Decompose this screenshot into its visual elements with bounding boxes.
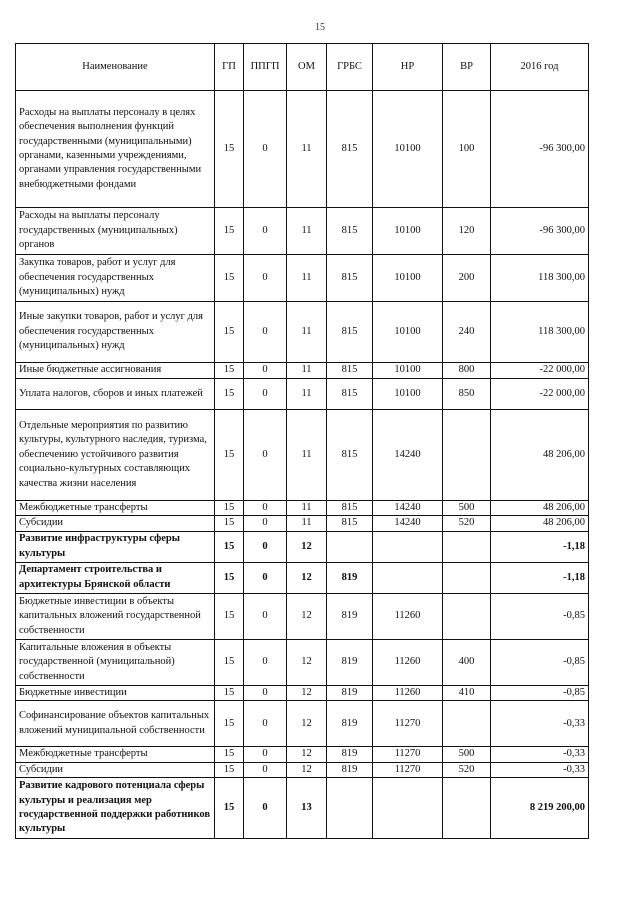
cell-grbs: 819 <box>327 685 373 700</box>
cell-om: 12 <box>287 747 327 762</box>
table-row <box>16 639 589 685</box>
cell-sum-2016: -0,33 <box>491 747 589 762</box>
cell-om: 12 <box>287 531 327 562</box>
cell-vr: 100 <box>443 91 491 208</box>
cell-sum-2016: -22 000,00 <box>491 363 589 379</box>
cell-gp: 15 <box>215 593 244 639</box>
table-row <box>16 685 589 700</box>
cell-grbs: 815 <box>327 302 373 363</box>
table-row <box>16 363 589 379</box>
cell-name: Расходы на выплаты персоналу в целях обеспечения выполнения функций государственными (муниципальными) органами, казенными учреждениями, органами управления государственными внебюджетными фондами <box>16 91 215 208</box>
cell-name: Иные закупки товаров, работ и услуг для обеспечения государственных (муниципальных) нужд <box>16 302 215 363</box>
cell-om: 11 <box>287 91 327 208</box>
cell-sum-2016: 118 300,00 <box>491 302 589 363</box>
budget-table <box>15 43 589 839</box>
cell-gp: 15 <box>215 639 244 685</box>
table-row <box>16 778 589 839</box>
table-row <box>16 593 589 639</box>
cell-nr: 11270 <box>373 747 443 762</box>
cell-name: Бюджетные инвестиции в объекты капитальных вложений государственной собственности <box>16 593 215 639</box>
table-header-row <box>16 44 589 91</box>
cell-om: 11 <box>287 208 327 255</box>
cell-ppgp: 0 <box>244 410 287 501</box>
cell-nr: 10100 <box>373 379 443 410</box>
cell-sum-2016: 48 206,00 <box>491 516 589 531</box>
cell-name: Межбюджетные трансферты <box>16 501 215 516</box>
cell-vr <box>443 410 491 501</box>
cell-vr: 200 <box>443 255 491 302</box>
cell-name: Бюджетные инвестиции <box>16 685 215 700</box>
table-row <box>16 501 589 516</box>
header-ppgp: ППГП <box>244 44 287 91</box>
cell-nr: 10100 <box>373 363 443 379</box>
cell-gp: 15 <box>215 91 244 208</box>
cell-nr: 11260 <box>373 593 443 639</box>
cell-nr: 14240 <box>373 516 443 531</box>
cell-sum-2016: -0,85 <box>491 685 589 700</box>
cell-grbs: 815 <box>327 379 373 410</box>
cell-vr: 520 <box>443 516 491 531</box>
cell-grbs <box>327 778 373 839</box>
table-row <box>16 379 589 410</box>
table-row <box>16 701 589 747</box>
cell-sum-2016: -0,85 <box>491 639 589 685</box>
table-row <box>16 255 589 302</box>
table-row <box>16 302 589 363</box>
cell-ppgp: 0 <box>244 639 287 685</box>
table-row <box>16 747 589 762</box>
cell-ppgp: 0 <box>244 363 287 379</box>
cell-ppgp: 0 <box>244 778 287 839</box>
cell-ppgp: 0 <box>244 516 287 531</box>
cell-vr: 850 <box>443 379 491 410</box>
cell-gp: 15 <box>215 762 244 777</box>
cell-gp: 15 <box>215 516 244 531</box>
table-row <box>16 410 589 501</box>
cell-vr: 520 <box>443 762 491 777</box>
cell-gp: 15 <box>215 685 244 700</box>
cell-nr: 14240 <box>373 501 443 516</box>
header-vr: ВР <box>443 44 491 91</box>
cell-gp: 15 <box>215 363 244 379</box>
cell-nr: 10100 <box>373 302 443 363</box>
cell-vr: 120 <box>443 208 491 255</box>
cell-sum-2016: 48 206,00 <box>491 410 589 501</box>
cell-vr: 240 <box>443 302 491 363</box>
cell-gp: 15 <box>215 410 244 501</box>
cell-nr: 11270 <box>373 701 443 747</box>
cell-grbs: 819 <box>327 747 373 762</box>
cell-sum-2016: 48 206,00 <box>491 501 589 516</box>
cell-om: 11 <box>287 363 327 379</box>
cell-om: 11 <box>287 501 327 516</box>
cell-ppgp: 0 <box>244 562 287 593</box>
cell-nr <box>373 531 443 562</box>
cell-name: Уплата налогов, сборов и иных платежей <box>16 379 215 410</box>
cell-sum-2016: -96 300,00 <box>491 208 589 255</box>
cell-om: 12 <box>287 593 327 639</box>
cell-grbs <box>327 531 373 562</box>
cell-gp: 15 <box>215 501 244 516</box>
page-number: 15 <box>315 22 325 33</box>
cell-vr <box>443 531 491 562</box>
cell-vr: 500 <box>443 747 491 762</box>
cell-sum-2016: -0,33 <box>491 701 589 747</box>
cell-om: 11 <box>287 255 327 302</box>
cell-gp: 15 <box>215 208 244 255</box>
cell-gp: 15 <box>215 778 244 839</box>
cell-ppgp: 0 <box>244 762 287 777</box>
cell-name: Развитие инфраструктуры сферы культуры <box>16 531 215 562</box>
cell-ppgp: 0 <box>244 91 287 208</box>
cell-ppgp: 0 <box>244 531 287 562</box>
table-row <box>16 531 589 562</box>
cell-grbs: 815 <box>327 208 373 255</box>
cell-ppgp: 0 <box>244 747 287 762</box>
cell-name: Субсидии <box>16 762 215 777</box>
cell-om: 11 <box>287 302 327 363</box>
cell-vr <box>443 593 491 639</box>
cell-gp: 15 <box>215 255 244 302</box>
header-name: Наименование <box>16 44 215 91</box>
cell-om: 11 <box>287 410 327 501</box>
cell-vr: 400 <box>443 639 491 685</box>
cell-nr <box>373 562 443 593</box>
cell-ppgp: 0 <box>244 685 287 700</box>
cell-grbs: 815 <box>327 410 373 501</box>
cell-sum-2016: -96 300,00 <box>491 91 589 208</box>
cell-name: Отдельные мероприятия по развитию культуры, культурного наследия, туризма, обеспечению устойчивого развития социально-культурных составляющих качества жизни населения <box>16 410 215 501</box>
cell-vr <box>443 778 491 839</box>
cell-sum-2016: 8 219 200,00 <box>491 778 589 839</box>
cell-grbs: 819 <box>327 562 373 593</box>
cell-name: Расходы на выплаты персоналу государственных (муниципальных) органов <box>16 208 215 255</box>
cell-name: Межбюджетные трансферты <box>16 747 215 762</box>
table-row <box>16 562 589 593</box>
cell-nr: 11270 <box>373 762 443 777</box>
cell-grbs: 819 <box>327 762 373 777</box>
cell-sum-2016: -0,33 <box>491 762 589 777</box>
cell-grbs: 819 <box>327 639 373 685</box>
cell-grbs: 815 <box>327 91 373 208</box>
cell-om: 12 <box>287 562 327 593</box>
cell-grbs: 819 <box>327 593 373 639</box>
cell-gp: 15 <box>215 379 244 410</box>
cell-nr: 11260 <box>373 639 443 685</box>
cell-nr: 11260 <box>373 685 443 700</box>
cell-om: 12 <box>287 762 327 777</box>
header-om: ОМ <box>287 44 327 91</box>
cell-sum-2016: -22 000,00 <box>491 379 589 410</box>
cell-om: 11 <box>287 379 327 410</box>
cell-name: Субсидии <box>16 516 215 531</box>
cell-nr: 10100 <box>373 91 443 208</box>
cell-name: Иные бюджетные ассигнования <box>16 363 215 379</box>
cell-ppgp: 0 <box>244 379 287 410</box>
cell-ppgp: 0 <box>244 593 287 639</box>
cell-gp: 15 <box>215 531 244 562</box>
cell-sum-2016: 118 300,00 <box>491 255 589 302</box>
cell-gp: 15 <box>215 747 244 762</box>
table-row <box>16 516 589 531</box>
cell-ppgp: 0 <box>244 302 287 363</box>
cell-vr: 500 <box>443 501 491 516</box>
cell-gp: 15 <box>215 302 244 363</box>
cell-ppgp: 0 <box>244 701 287 747</box>
cell-ppgp: 0 <box>244 255 287 302</box>
cell-grbs: 815 <box>327 516 373 531</box>
cell-om: 13 <box>287 778 327 839</box>
header-year: 2016 год <box>491 44 589 91</box>
cell-gp: 15 <box>215 562 244 593</box>
cell-name: Развитие кадрового потенциала сферы культуры и реализация мер государственной поддержки работников культуры <box>16 778 215 839</box>
cell-grbs: 815 <box>327 255 373 302</box>
cell-grbs: 815 <box>327 501 373 516</box>
cell-grbs: 815 <box>327 363 373 379</box>
cell-gp: 15 <box>215 701 244 747</box>
cell-vr: 800 <box>443 363 491 379</box>
cell-sum-2016: -0,85 <box>491 593 589 639</box>
cell-om: 12 <box>287 685 327 700</box>
header-gp: ГП <box>215 44 244 91</box>
cell-name: Закупка товаров, работ и услуг для обеспечения государственных (муниципальных) нужд <box>16 255 215 302</box>
header-nr: НР <box>373 44 443 91</box>
cell-vr: 410 <box>443 685 491 700</box>
table-row <box>16 91 589 208</box>
table-row <box>16 208 589 255</box>
cell-ppgp: 0 <box>244 208 287 255</box>
cell-om: 12 <box>287 639 327 685</box>
cell-name: Департамент строительства и архитектуры Брянской области <box>16 562 215 593</box>
cell-sum-2016: -1,18 <box>491 531 589 562</box>
header-grbs: ГРБС <box>327 44 373 91</box>
cell-nr: 14240 <box>373 410 443 501</box>
cell-name: Капитальные вложения в объекты государственной (муниципальной) собственности <box>16 639 215 685</box>
cell-sum-2016: -1,18 <box>491 562 589 593</box>
cell-om: 12 <box>287 701 327 747</box>
table-row <box>16 762 589 777</box>
cell-grbs: 819 <box>327 701 373 747</box>
cell-ppgp: 0 <box>244 501 287 516</box>
cell-name: Софинансирование объектов капитальных вложений муниципальной собственности <box>16 701 215 747</box>
cell-nr: 10100 <box>373 255 443 302</box>
cell-nr <box>373 778 443 839</box>
cell-nr: 10100 <box>373 208 443 255</box>
cell-vr <box>443 562 491 593</box>
cell-vr <box>443 701 491 747</box>
cell-om: 11 <box>287 516 327 531</box>
